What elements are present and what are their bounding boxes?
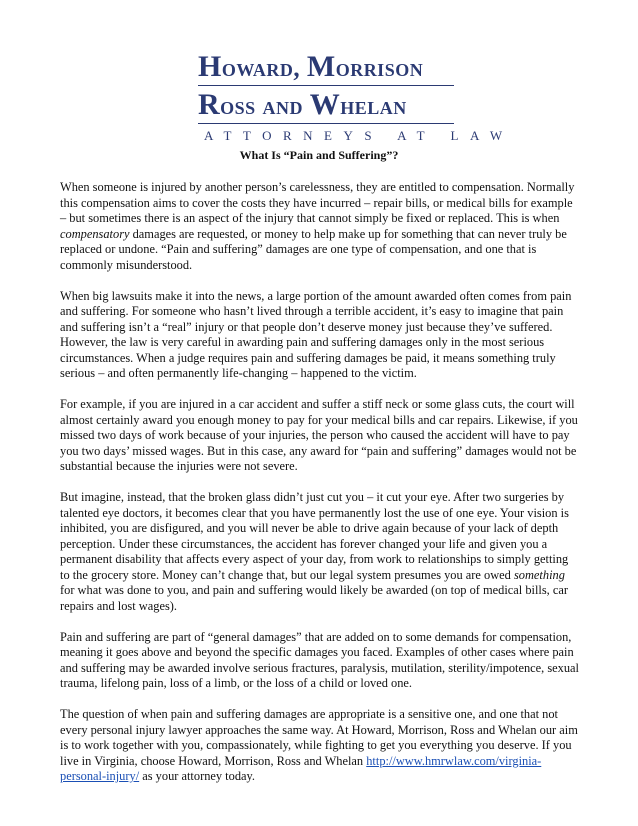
paragraph-text: The question of when pain and suffering damages are appropriate is a sensitive one, and one that not every personal injury lawyer approaches the same way. At Howard, Morrison, Ross and Whelan our aim is to work together with you, compassionately, while fighting to get you everything you deserve. If you live in Virginia, choose Howard, Morrison, Ross and Whelan [60, 707, 578, 768]
logo-divider [198, 85, 454, 86]
logo-line-2: Ross and Whelan [198, 88, 407, 121]
paragraph-text: When someone is injured by another person’s carelessness, they are entitled to compensation. Normally this compensation aims to cover the costs they have incurred – repair bills, or medical bills for example – but sometimes there is an aspect of the injury that cannot simply be fixed or replaced. This is when [60, 180, 575, 225]
paragraph-text: as your attorney today. [139, 769, 255, 783]
emphasis-text: compensatory [60, 226, 130, 241]
paragraph-text: damages are requested, or money to help make up for something that can never truly be replaced or undone. “Pain and suffering” damages are one type of compensation, and one that is commonly misunderstood. [60, 226, 567, 272]
paragraph-text: But imagine, instead, that the broken glass didn’t just cut you – it cut your eye. After two surgeries by talented eye doctors, it becomes clear that you have permanently lost the use of one eye. Your vision is inhibited, you are disfigured, and you will never be able to drive again because of your lack of depth perception. Under these circumstances, the accident has forever changed your life and given you a permanent disability that affects every aspect of your day, from work to relationships to simply getting to the grocery store. Money can’t change that, but our legal system presumes you are owed [60, 490, 569, 582]
paragraph-1 [60, 180, 580, 273]
paragraph-6 [60, 707, 580, 785]
firm-logo [198, 50, 514, 144]
logo-line-1: Howard, Morrison [198, 50, 424, 83]
paragraph-2: When big lawsuits make it into the news, a large portion of the amount awarded often comes from pain and suffering. For someone who hasn’t lived through a terrible accident, it’s easy to imagine that pain and suffering isn’t a “real” injury or that people don’t deserve money just because they’ve suffered. However, the law is very careful in awarding pain and suffering damages only in the most serious circumstances. When a judge requires pain and suffering damages be paid, it means something truly serious – and often permanently life-changing – happened to the victim. [60, 288, 572, 380]
logo-tagline: ATTORNEYS AT LAW [204, 128, 514, 143]
paragraph-text: for what was done to you, and pain and suffering would likely be awarded (on top of medical bills, car repairs and lost wages). [60, 583, 568, 613]
paragraph-4 [60, 490, 580, 614]
paragraph-3: For example, if you are injured in a car accident and suffer a stiff neck or some glass cuts, the court will almost certainly award you enough money to pay for your medical bills and car repairs. Likewise, if you missed two days of work because of your injuries, the person who caused the accident will have to pay you two days’ missed wages. But in this case, any award for “pain and suffering” damages would not be substantial because the injuries were not severe. [60, 397, 578, 473]
emphasis-text: something [513, 567, 565, 582]
virginia-injury-link[interactable]: http://www.hmrwlaw.com/virginia-personal-injury/ [60, 753, 542, 783]
article-body [60, 180, 580, 800]
article-title: What Is “Pain and Suffering”? [239, 148, 399, 162]
logo-divider [198, 123, 454, 124]
paragraph-5: Pain and suffering are part of “general damages” that are added on to some demands for compensation, meaning it goes above and beyond the specific damages you faced. Examples of other cases where pain and suffering may be awarded involve serious fractures, paralysis, mutilation, sterility/impotence, sexual trauma, lifelong pain, loss of a limb, or the loss of a child or loved one. [60, 629, 579, 690]
